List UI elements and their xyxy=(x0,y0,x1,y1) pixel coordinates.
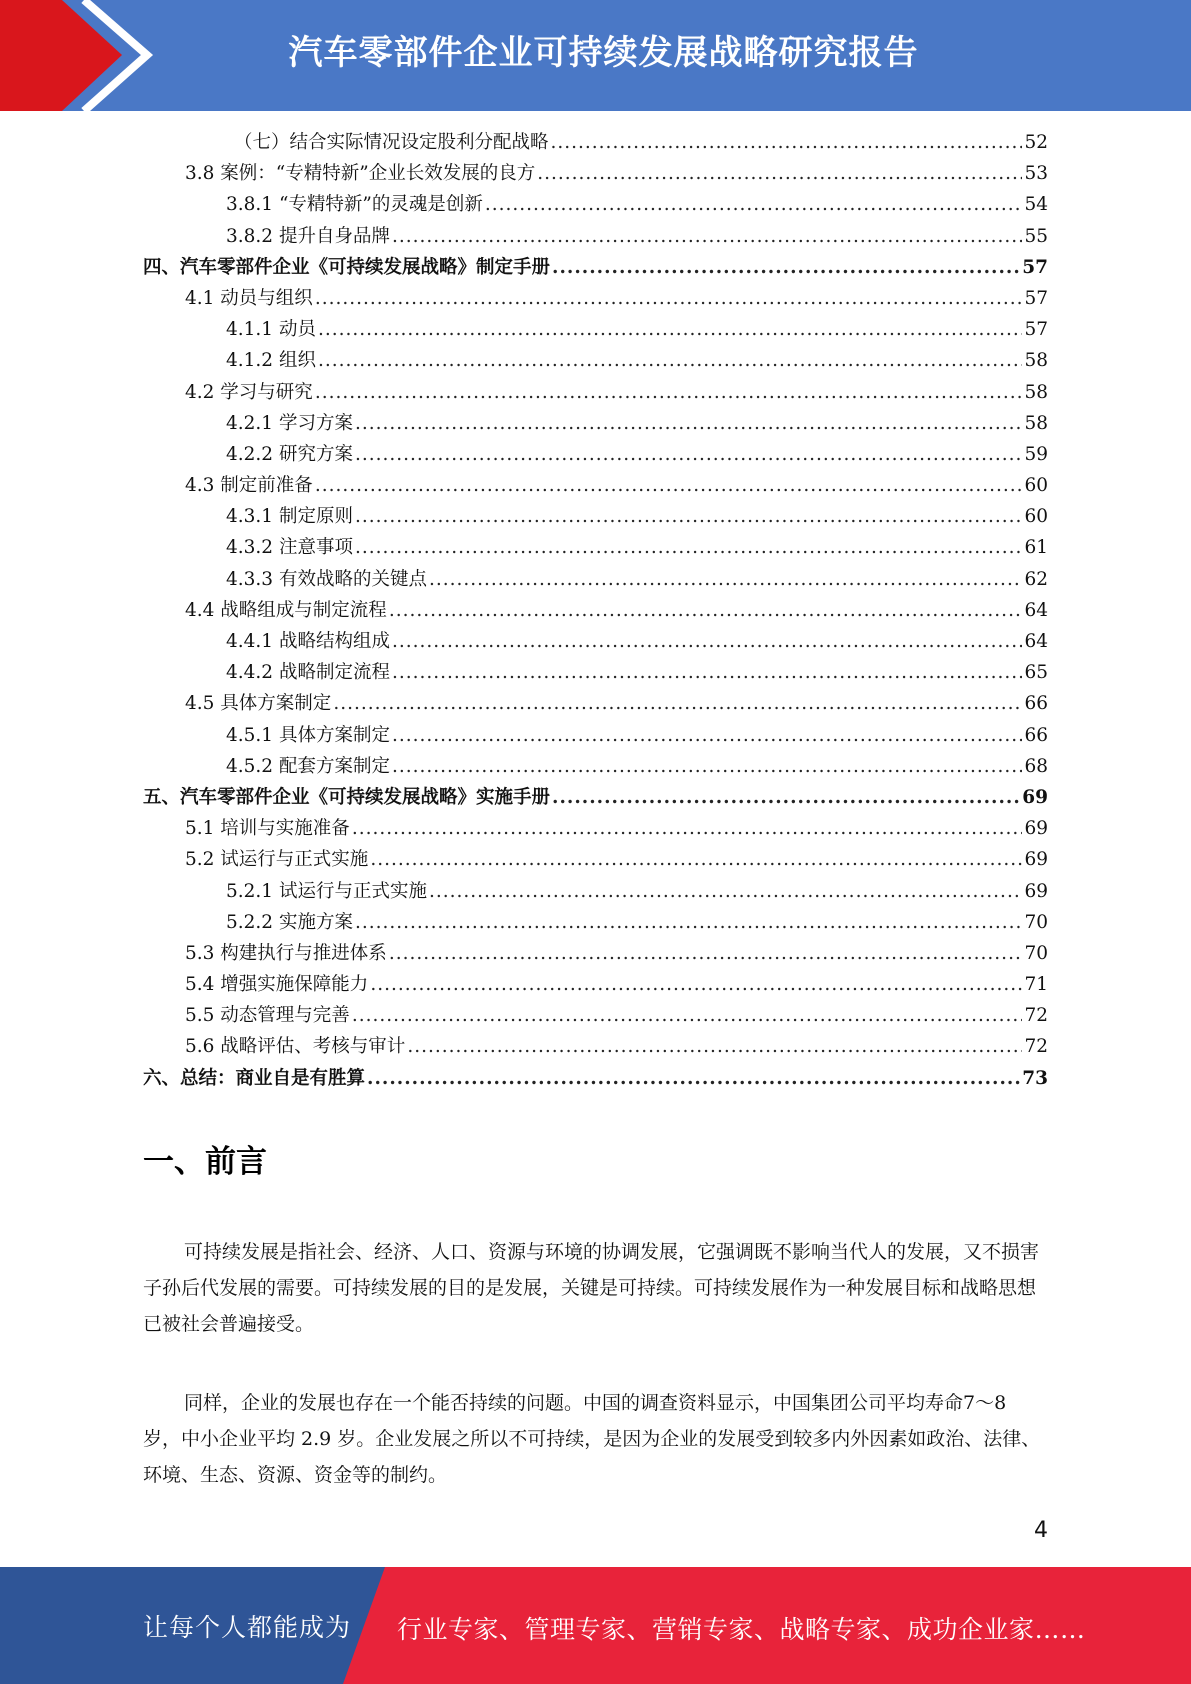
toc-entry-page: 60 xyxy=(1024,506,1048,528)
toc-entry-label: 六、总结：商业自是有胜算 xyxy=(143,1067,366,1089)
toc-entry xyxy=(143,502,1048,533)
toc-dot-leader xyxy=(355,537,1023,558)
toc-dot-leader xyxy=(429,881,1022,902)
toc-entry xyxy=(143,315,1048,346)
toc-entry-page: 72 xyxy=(1024,1036,1048,1058)
toc-entry-page: 53 xyxy=(1024,163,1048,185)
toc-entry xyxy=(143,159,1048,190)
toc-entry-label: 5.2 试运行与正式实施 xyxy=(185,849,369,871)
toc-entry-label: 4.2.1 学习方案 xyxy=(226,412,353,434)
toc-entry-label: 4.3.3 有效战略的关键点 xyxy=(226,568,427,590)
toc-dot-leader xyxy=(392,756,1022,777)
toc-entry-page: 52 xyxy=(1024,132,1048,153)
toc-entry-label: 4.5.2 配套方案制定 xyxy=(226,755,390,777)
toc-dot-leader xyxy=(429,569,1022,590)
toc-dot-leader xyxy=(367,1068,1020,1089)
toc-entry-label: 5.3 构建执行与推进体系 xyxy=(185,942,387,964)
toc-dot-leader xyxy=(355,413,1023,434)
toc-entry xyxy=(143,409,1048,440)
toc-dot-leader xyxy=(355,506,1023,527)
toc-entry xyxy=(143,1064,1048,1095)
footer-slogan-left: 让每个人都能成为 xyxy=(143,1613,352,1642)
toc-entry-label: 4.1.1 动员 xyxy=(226,319,316,341)
toc-entry-page: 55 xyxy=(1024,225,1048,247)
footer-slogan-right: 行业专家、管理专家、营销专家、战略专家、成功企业家…… xyxy=(397,1615,1086,1644)
toc-entry xyxy=(143,533,1048,564)
toc-entry-page: 69 xyxy=(1024,849,1048,871)
toc-entry-label: 五、汽车零部件企业《可持续发展战略》实施手册 xyxy=(143,786,551,808)
toc-entry xyxy=(143,1032,1048,1063)
toc-entry xyxy=(143,970,1048,1001)
toc-entry xyxy=(143,845,1048,876)
toc-entry-page: 65 xyxy=(1024,662,1048,684)
toc-entry-page: 69 xyxy=(1022,786,1048,808)
document-title: 汽车零部件企业可持续发展战略研究报告 xyxy=(288,33,919,73)
toc-entry-page: 70 xyxy=(1024,911,1048,933)
toc-entry xyxy=(143,565,1048,596)
toc-entry xyxy=(143,689,1048,720)
toc-entry-page: 61 xyxy=(1024,537,1048,559)
toc-entry-page: 62 xyxy=(1024,568,1048,590)
toc-entry xyxy=(143,1001,1048,1032)
toc-entry-label: 4.2 学习与研究 xyxy=(185,381,313,403)
toc-entry xyxy=(143,222,1048,253)
toc-entry-page: 70 xyxy=(1024,942,1048,964)
toc-entry-label: 4.4.2 战略制定流程 xyxy=(226,662,390,684)
toc-entry-page: 64 xyxy=(1024,599,1048,621)
toc-entry xyxy=(143,190,1048,221)
toc-entry-page: 71 xyxy=(1024,974,1048,996)
paragraph: 可持续发展是指社会、经济、人口、资源与环境的协调发展，它强调既不影响当代人的发展，又不损害子孙后代发展的需要。可持续发展的目的是发展，关键是可持续。可持续发展作为一种发展目标和战略思想已被社会普遍接受。 xyxy=(143,1241,1040,1335)
toc-dot-leader xyxy=(407,1036,1022,1057)
toc-dot-leader xyxy=(392,662,1022,683)
header-band xyxy=(0,0,1191,111)
toc-entry-label: 4.3 制定前准备 xyxy=(185,475,313,497)
toc-entry xyxy=(143,471,1048,502)
toc-entry xyxy=(143,658,1048,689)
toc-entry-label: 4.4 战略组成与制定流程 xyxy=(185,599,387,621)
toc-entry xyxy=(143,877,1048,908)
toc-entry-label: 5.4 增强实施保障能力 xyxy=(185,974,369,996)
toc-dot-leader xyxy=(370,849,1022,870)
toc-entry xyxy=(143,939,1048,970)
toc-dot-leader xyxy=(392,725,1022,746)
toc-dot-leader xyxy=(552,257,1020,278)
toc-entry-page: 66 xyxy=(1024,724,1048,746)
toc-entry-page: 58 xyxy=(1024,350,1048,372)
toc-entry xyxy=(143,128,1048,159)
toc-dot-leader xyxy=(333,693,1022,714)
toc-dot-leader xyxy=(392,631,1022,652)
paragraph: 同样，企业的发展也存在一个能否持续的问题。中国的调查资料显示，中国集团公司平均寿命7～8 岁，中小企业平均 2.9 岁。企业发展之所以不可持续，是因为企业的发展受到较多内外因素如政治、法律、环境、生态、资源、资金等的制约。 xyxy=(143,1392,1041,1486)
toc-entry-page: 57 xyxy=(1024,319,1048,341)
toc-entry-label: 4.3.2 注意事项 xyxy=(226,537,353,559)
toc-entry-label: 4.3.1 制定原则 xyxy=(226,506,353,528)
toc-entry-label: 3.8.2 提升自身品牌 xyxy=(226,225,390,247)
toc-dot-leader xyxy=(318,350,1023,371)
toc-entry-page: 60 xyxy=(1024,475,1048,497)
toc-entry-label: 5.1 培训与实施准备 xyxy=(185,818,350,840)
toc-entry-label: 4.1 动员与组织 xyxy=(185,287,313,309)
toc-entry-label: 4.1.2 组织 xyxy=(226,350,316,372)
toc-dot-leader xyxy=(318,319,1023,340)
toc-dot-leader xyxy=(389,600,1023,621)
page-number: 4 xyxy=(1034,1518,1048,1543)
toc-dot-leader xyxy=(485,194,1023,215)
toc-entry xyxy=(143,721,1048,752)
table-of-contents xyxy=(143,128,1048,1095)
toc-entry-label: 四、汽车零部件企业《可持续发展战略》制定手册 xyxy=(143,256,551,278)
toc-entry-label: 5.5 动态管理与完善 xyxy=(185,1005,350,1027)
toc-dot-leader xyxy=(352,818,1023,839)
toc-entry-page: 57 xyxy=(1022,256,1048,278)
toc-entry-page: 57 xyxy=(1024,287,1048,309)
toc-dot-leader xyxy=(315,382,1023,403)
toc-entry xyxy=(143,627,1048,658)
toc-entry xyxy=(143,440,1048,471)
toc-dot-leader xyxy=(537,163,1022,184)
toc-entry-label: 4.5 具体方案制定 xyxy=(185,693,332,715)
toc-entry-label: 4.5.1 具体方案制定 xyxy=(226,724,390,746)
toc-entry xyxy=(143,596,1048,627)
toc-entry xyxy=(143,378,1048,409)
toc-entry-page: 66 xyxy=(1024,693,1048,715)
toc-entry-page: 58 xyxy=(1024,412,1048,434)
toc-entry-page: 73 xyxy=(1022,1067,1048,1089)
toc-entry-label: 5.2.1 试运行与正式实施 xyxy=(226,880,427,902)
toc-entry-label: （七）结合实际情况设定股利分配战略 xyxy=(234,132,549,153)
toc-entry xyxy=(143,752,1048,783)
toc-entry-page: 68 xyxy=(1024,755,1048,777)
toc-dot-leader xyxy=(355,444,1023,465)
toc-entry xyxy=(143,253,1048,284)
toc-dot-leader xyxy=(315,288,1023,309)
toc-entry xyxy=(143,814,1048,845)
toc-entry-page: 69 xyxy=(1024,818,1048,840)
toc-entry-page: 58 xyxy=(1024,381,1048,403)
toc-dot-leader xyxy=(551,132,1023,153)
toc-dot-leader xyxy=(355,912,1023,933)
section-heading: 一、前言 xyxy=(143,1144,267,1180)
toc-entry xyxy=(143,908,1048,939)
toc-dot-leader xyxy=(315,475,1023,496)
toc-entry-label: 4.4.1 战略结构组成 xyxy=(226,631,390,652)
toc-entry-label: 3.8.1 “专精特新”的灵魂是创新 xyxy=(226,194,483,216)
toc-entry-page: 72 xyxy=(1024,1005,1048,1027)
toc-dot-leader xyxy=(352,1005,1023,1026)
toc-entry xyxy=(143,284,1048,315)
toc-dot-leader xyxy=(392,226,1022,247)
toc-entry xyxy=(143,346,1048,377)
toc-dot-leader xyxy=(370,974,1022,995)
toc-entry-label: 5.2.2 实施方案 xyxy=(226,911,353,933)
toc-entry-page: 69 xyxy=(1024,880,1048,902)
toc-dot-leader xyxy=(389,943,1023,964)
toc-entry-label: 3.8 案例：“专精特新”企业长效发展的良方 xyxy=(185,163,536,185)
toc-entry-page: 64 xyxy=(1024,631,1048,652)
toc-dot-leader xyxy=(552,787,1020,808)
toc-entry-label: 5.6 战略评估、考核与审计 xyxy=(185,1036,406,1058)
toc-entry xyxy=(143,783,1048,814)
toc-entry-page: 54 xyxy=(1024,194,1048,216)
toc-entry-page: 59 xyxy=(1024,443,1048,465)
toc-entry-label: 4.2.2 研究方案 xyxy=(226,443,353,465)
